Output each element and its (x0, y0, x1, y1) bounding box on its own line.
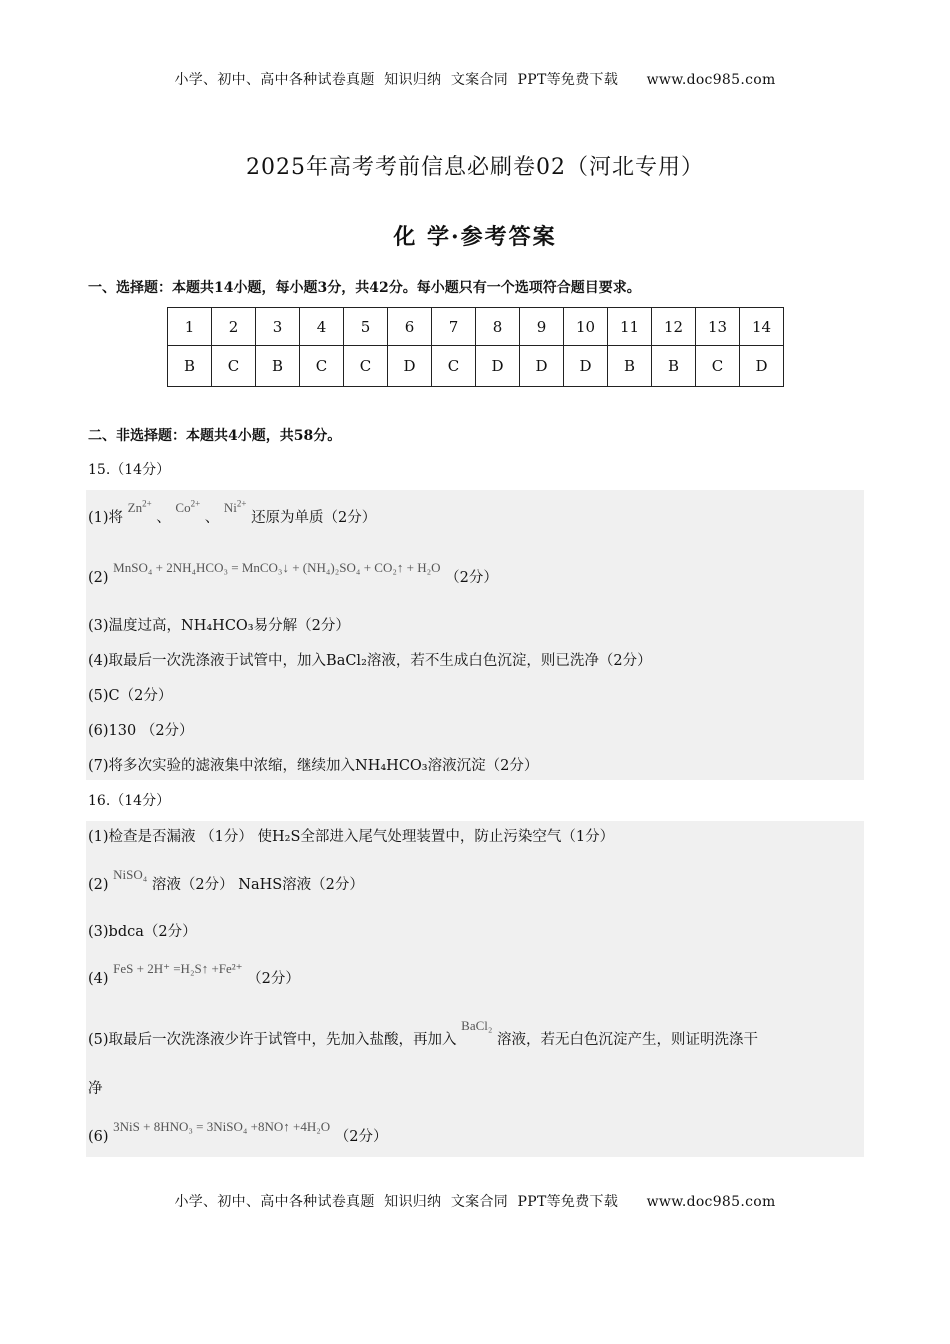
answer-cell: C (300, 346, 344, 387)
q16-answer-2: (2) NiSO₄ 溶液（2分） NaHS溶液（2分） (88, 867, 364, 893)
question-15-heading: 15.（14分） (88, 462, 171, 478)
answer-cell: B (608, 346, 652, 387)
question-16-heading: 16.（14分） (88, 793, 171, 809)
question-number: 8 (476, 308, 520, 346)
question-number: 7 (432, 308, 476, 346)
q16-answer-5: (5)取最后一次洗涤液少许于试管中，先加入盐酸，再加入 BaCl₂ 溶液，若无白色沉淀产生，则证明洗涤干 (88, 1018, 759, 1048)
answer-cell: B (256, 346, 300, 387)
question-number: 5 (344, 308, 388, 346)
answer-cell: B (168, 346, 212, 387)
answer-cell: D (388, 346, 432, 387)
question-number: 1 (168, 308, 212, 346)
answer-cell: D (564, 346, 608, 387)
q15-answer-2: (2) MnSO₄ + 2NH₄HCO₃ = MnCO₃↓ + (NH₄)₂SO₄ + CO₂↑ + H₂O （2分） (88, 560, 498, 586)
q16-answer-3: (3)bdca（2分） (88, 924, 197, 940)
q15-answer-7: (7)将多次实验的滤液集中浓缩，继续加入NH₄HCO₃溶液沉淀（2分） (88, 758, 539, 774)
question-number: 2 (212, 308, 256, 346)
q16-answer-1: (1)检查是否漏液 （1分） 使H₂S全部进入尾气处理装置中，防止污染空气（1分） (88, 829, 615, 845)
q15-answer-1: (1)将 $Zn^{2+}$ 、 $Co^{2+}$ 、 $Ni^{2+}$ 还原为单质（2分） (88, 498, 377, 526)
question-number: 3 (256, 308, 300, 346)
question-number: 9 (520, 308, 564, 346)
answer-cell: B (652, 346, 696, 387)
question-number: 11 (608, 308, 652, 346)
ni-ion: $Ni^{2+}$ (223, 498, 247, 515)
question-number: 13 (696, 308, 740, 346)
answer-cell: C (344, 346, 388, 387)
question-15-answers (86, 490, 864, 780)
zn-ion: $Zn^{2+}$ (127, 498, 152, 515)
equation: FeS + 2H⁺ =H₂S↑ +Fe²⁺ (113, 961, 243, 976)
section-choice-heading: 一、选择题：本题共14小题，每小题3分，共42分。每小题只有一个选项符合题目要求。 (88, 280, 641, 296)
answer-cell: C (432, 346, 476, 387)
page-footer: 小学、初中、高中各种试卷真题 知识归纳 文案合同 PPT等免费下载 www.doc985.com (174, 1194, 776, 1210)
q15-answer-6: (6)130 （2分） (88, 723, 194, 739)
answer-cell: C (212, 346, 256, 387)
answer-cell: D (520, 346, 564, 387)
equation: 3NiS + 8HNO₃ = 3NiSO₄ +8NO↑ +4H₂O (113, 1119, 331, 1134)
question-16-answers (86, 821, 864, 1157)
section-nonchoice-heading: 二、非选择题：本题共4小题，共58分。 (88, 428, 342, 444)
answer-cell: D (476, 346, 520, 387)
q15-answer-5: (5)C（2分） (88, 688, 173, 704)
answer-cell: C (696, 346, 740, 387)
co-ion: $Co^{2+}$ (175, 498, 201, 515)
equation: MnSO₄ + 2NH₄HCO₃ = MnCO₃↓ + (NH₄)₂SO₄ + CO₂↑ + H₂O (113, 560, 441, 575)
formula: NiSO₄ (113, 867, 148, 882)
q16-answer-5-continued: 净 (88, 1081, 103, 1097)
question-number: 14 (740, 308, 784, 346)
answer-table-answers-row (168, 346, 784, 387)
page-subtitle: 化 学·参考答案 (393, 224, 557, 250)
q16-answer-4: (4) FeS + 2H⁺ =H₂S↑ +Fe²⁺ （2分） (88, 961, 300, 987)
q16-answer-6: (6) 3NiS + 8HNO₃ = 3NiSO₄ +8NO↑ +4H₂O （2分） (88, 1119, 388, 1145)
answer-table-numbers-row (168, 308, 784, 346)
q15-answer-4: (4)取最后一次洗涤液于试管中，加入BaCl₂溶液，若不生成白色沉淀，则已洗净（2分） (88, 653, 652, 669)
question-number: 10 (564, 308, 608, 346)
q15-answer-3: (3)温度过高，NH₄HCO₃易分解（2分） (88, 618, 350, 634)
page-header: 小学、初中、高中各种试卷真题 知识归纳 文案合同 PPT等免费下载 www.doc985.com (174, 72, 776, 88)
question-number: 12 (652, 308, 696, 346)
question-number: 4 (300, 308, 344, 346)
answer-table (167, 307, 784, 387)
answer-cell: D (740, 346, 784, 387)
question-number: 6 (388, 308, 432, 346)
page-title: 2025年高考考前信息必刷卷02（河北专用） (246, 155, 704, 180)
formula: BaCl₂ (461, 1018, 493, 1033)
